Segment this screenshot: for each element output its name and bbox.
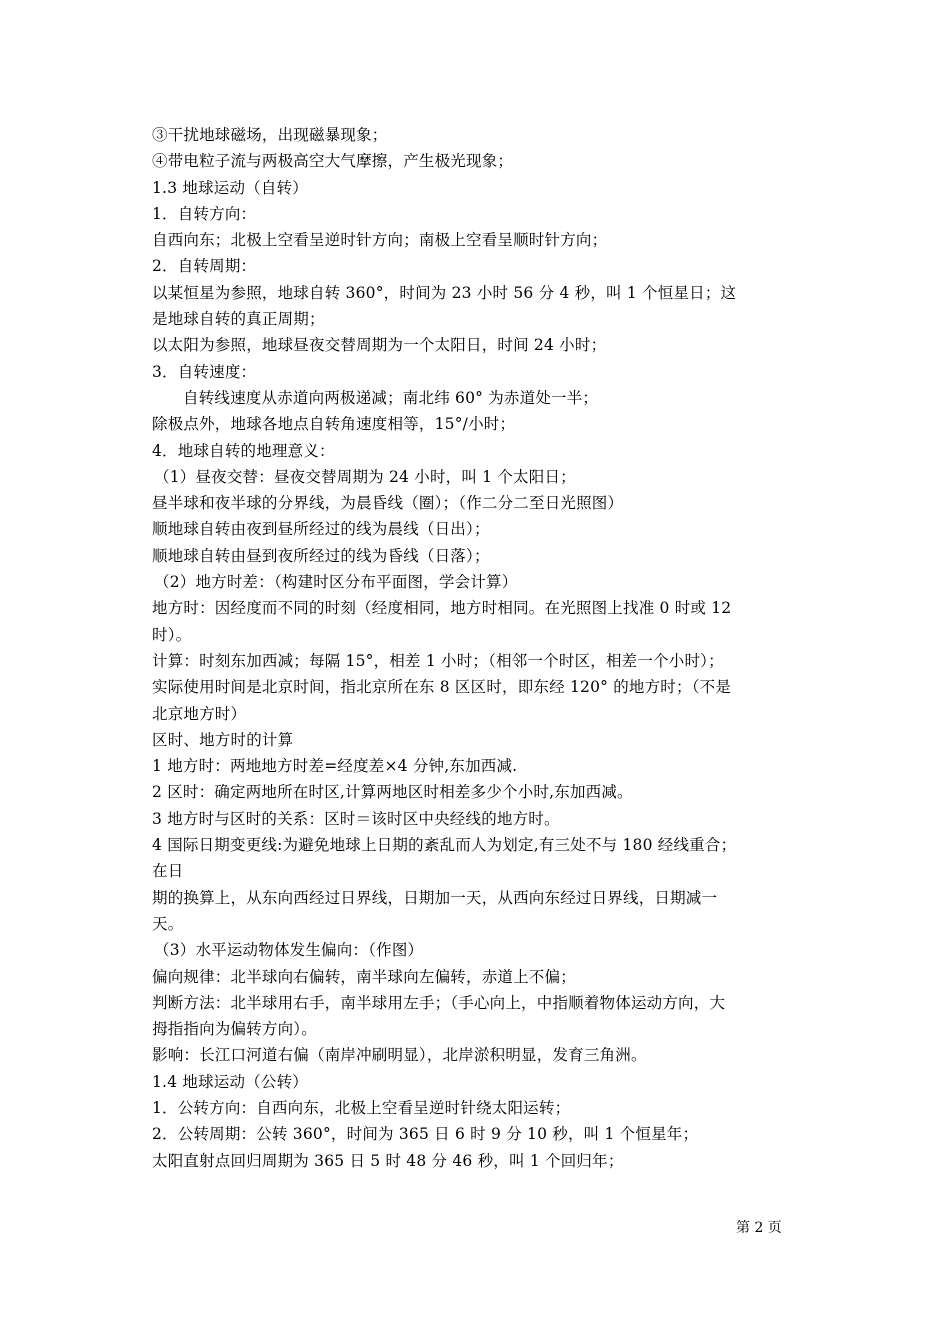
text-line: 期的换算上，从东向西经过日界线，日期加一天，从西向东经过日界线，日期减一 bbox=[152, 888, 718, 907]
text-line: ④带电粒子流与两极高空大气摩擦，产生极光现象； bbox=[152, 152, 514, 171]
text-line: 昼半球和夜半球的分界线，为晨昏线（圈）；（作二分二至日光照图） bbox=[152, 494, 624, 513]
text-line: 除极点外，地球各地点自转角速度相等，15°/小时； bbox=[152, 415, 516, 434]
subheading: 2．自转周期： bbox=[152, 257, 257, 276]
text-line: 区时、地方时的计算 bbox=[152, 730, 294, 749]
section-heading: 1.3 地球运动（自转） bbox=[152, 178, 308, 197]
text-line: 拇指指向为偏转方向）。 bbox=[152, 1020, 317, 1039]
text-line: 1．公转方向：自西向东，北极上空看呈逆时针绕太阳运转； bbox=[152, 1098, 571, 1117]
text-line: 在日 bbox=[152, 862, 184, 881]
text-line: 4 国际日期变更线:为避免地球上日期的紊乱而人为划定,有三处不与 180 经线重合； bbox=[152, 836, 737, 855]
text-line: 顺地球自转由夜到昼所经过的线为晨线（日出）； bbox=[152, 520, 490, 539]
text-line: （2）地方时差：（构建时区分布平面图，学会计算） bbox=[154, 573, 518, 592]
text-line: 影响：长江口河道右偏（南岸冲刷明显），北岸淤积明显，发育三角洲。 bbox=[152, 1046, 647, 1065]
page-body bbox=[152, 122, 812, 1174]
text-line: 计算：时刻东加西减；每隔 15°，相差 1 小时；（相邻一个时区，相差一个小时）； bbox=[152, 651, 724, 670]
text-line: 3 地方时与区时的关系：区时＝该时区中央经线的地方时。 bbox=[152, 809, 560, 828]
text-line: 以太阳为参照，地球昼夜交替周期为一个太阳日，时间 24 小时； bbox=[152, 336, 607, 355]
text-line: 是地球自转的真正周期； bbox=[152, 310, 325, 329]
text-line: 自西向东；北极上空看呈逆时针方向；南极上空看呈顺时针方向； bbox=[152, 231, 608, 250]
text-line: 1 地方时：两地地方时差=经度差×4 分钟,东加西减. bbox=[152, 757, 518, 776]
text-line: 时）。 bbox=[152, 625, 192, 644]
text-line: 地方时：因经度而不同的时刻（经度相同，地方时相同。在光照图上找准 0 时或 12 bbox=[152, 599, 732, 618]
text-line: 北京地方时） bbox=[152, 704, 247, 723]
text-line: （3）水平运动物体发生偏向：（作图） bbox=[154, 941, 424, 960]
text-line: （1）昼夜交替：昼夜交替周期为 24 小时，叫 1 个太阳日； bbox=[154, 467, 576, 486]
subheading: 1．自转方向： bbox=[152, 204, 257, 223]
text-line: 以某恒星为参照，地球自转 360°，时间为 23 小时 56 分 4 秒，叫 1 个恒星日；这 bbox=[152, 283, 737, 302]
text-line: 2 区时：确定两地所在时区,计算两地区时相差多少个小时,东加西减。 bbox=[152, 783, 633, 802]
subheading: 3．自转速度： bbox=[152, 362, 257, 381]
text-line: 2．公转周期：公转 360°，时间为 365 日 6 时 9 分 10 秒，叫 1 个恒星年； bbox=[152, 1125, 699, 1144]
subheading: 4．地球自转的地理意义： bbox=[152, 441, 335, 460]
text-line: 天。 bbox=[152, 914, 184, 933]
text-line: ③干扰地球磁场，出现磁暴现象； bbox=[152, 126, 388, 144]
text-line: 顺地球自转由昼到夜所经过的线为昏线（日落）； bbox=[152, 546, 490, 565]
text-line: 实际使用时间是北京时间，指北京所在东 8 区区时，即东经 120° 的地方时；（不是 bbox=[152, 678, 732, 697]
text-line: 太阳直射点回归周期为 365 日 5 时 48 分 46 秒，叫 1 个回归年； bbox=[152, 1151, 624, 1170]
page-number: 第 2 页 bbox=[736, 1220, 782, 1236]
text-line: 偏向规律：北半球向右偏转，南半球向左偏转，赤道上不偏； bbox=[152, 967, 576, 986]
section-heading: 1.4 地球运动（公转） bbox=[152, 1072, 308, 1091]
text-line: 判断方法：北半球用右手，南半球用左手；（手心向上，中指顺着物体运动方向，大 bbox=[152, 993, 726, 1012]
text-line: 自转线速度从赤道向两极递减；南北纬 60° 为赤道处一半； bbox=[183, 388, 599, 407]
